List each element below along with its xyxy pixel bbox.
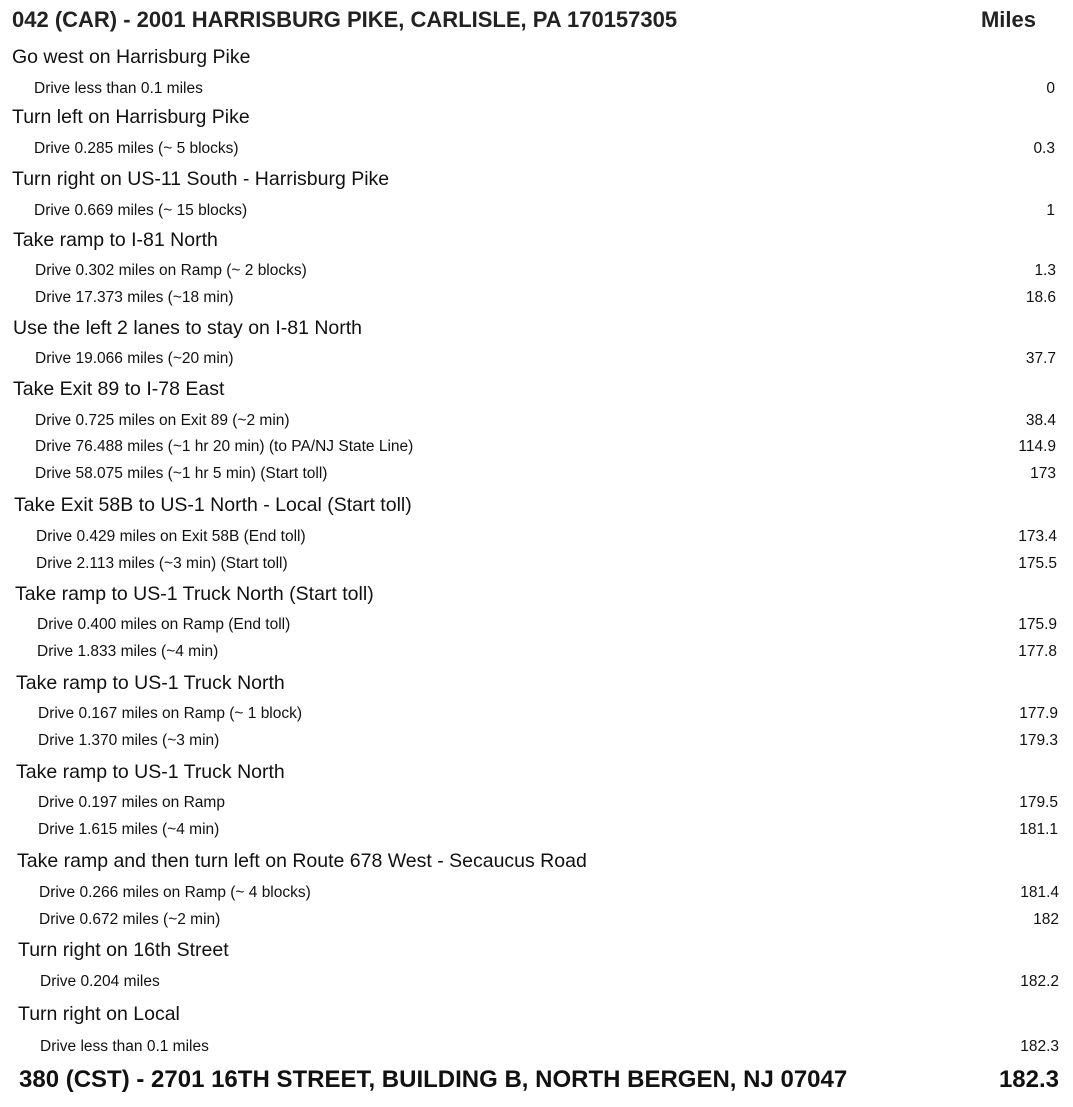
cumulative-miles: 37.7 bbox=[1025, 350, 1056, 367]
header-row bbox=[0, 7, 1073, 33]
drive-text: Drive 2.113 miles (~3 min) (Start toll) bbox=[36, 555, 288, 572]
drive-text: Drive 0.400 miles on Ramp (End toll) bbox=[37, 616, 291, 633]
footer-row bbox=[0, 1066, 1073, 1098]
cumulative-miles: 0.3 bbox=[1033, 140, 1055, 157]
cumulative-miles: 179.5 bbox=[1019, 794, 1058, 811]
drive-text: Drive 0.302 miles on Ramp (~ 2 blocks) bbox=[35, 262, 307, 279]
cumulative-miles: 38.4 bbox=[1025, 412, 1056, 429]
drive-text: Drive 1.615 miles (~4 min) bbox=[38, 821, 220, 838]
total-miles: 182.3 bbox=[998, 1066, 1059, 1093]
cumulative-miles: 177.9 bbox=[1019, 705, 1058, 722]
drive-text: Drive less than 0.1 miles bbox=[40, 1038, 209, 1055]
drive-text: Drive 1.833 miles (~4 min) bbox=[37, 643, 219, 660]
drive-text: Drive 58.075 miles (~1 hr 5 min) (Start toll) bbox=[35, 465, 328, 482]
drive-text: Drive 0.672 miles (~2 min) bbox=[39, 911, 221, 928]
drive-text: Drive 0.266 miles on Ramp (~ 4 blocks) bbox=[39, 884, 311, 901]
cumulative-miles: 175.5 bbox=[1018, 555, 1057, 572]
cumulative-miles: 1 bbox=[1046, 202, 1055, 219]
origin-address: 042 (CAR) - 2001 HARRISBURG PIKE, CARLISLE, PA 170157305 bbox=[12, 7, 678, 32]
drive-text: Drive 0.429 miles on Exit 58B (End toll) bbox=[36, 528, 306, 545]
drive-text: Drive 0.285 miles (~ 5 blocks) bbox=[34, 140, 239, 157]
cumulative-miles: 175.9 bbox=[1018, 616, 1057, 633]
cumulative-miles: 0 bbox=[1046, 80, 1055, 97]
drive-text: Drive 17.373 miles (~18 min) bbox=[35, 289, 234, 306]
cumulative-miles: 173.4 bbox=[1018, 528, 1057, 545]
cumulative-miles: 182.2 bbox=[1020, 973, 1059, 990]
cumulative-miles: 181.4 bbox=[1020, 884, 1059, 901]
destination-address: 380 (CST) - 2701 16TH STREET, BUILDING B, NORTH BERGEN, NJ 07047 bbox=[19, 1066, 848, 1093]
cumulative-miles: 173 bbox=[1030, 465, 1056, 482]
cumulative-miles: 114.9 bbox=[1018, 438, 1056, 455]
drive-text: Drive 0.197 miles on Ramp bbox=[38, 794, 225, 811]
cumulative-miles: 182.3 bbox=[1020, 1038, 1059, 1055]
drive-text: Drive 0.669 miles (~ 15 blocks) bbox=[34, 202, 248, 219]
drive-text: Drive 0.167 miles on Ramp (~ 1 block) bbox=[38, 705, 303, 722]
drive-text: Drive 0.725 miles on Exit 89 (~2 min) bbox=[35, 412, 290, 429]
drive-text: Drive 76.488 miles (~1 hr 20 min) (to PA/NJ State Line) bbox=[35, 438, 414, 455]
cumulative-miles: 179.3 bbox=[1019, 732, 1058, 749]
drive-text: Drive less than 0.1 miles bbox=[34, 80, 203, 97]
cumulative-miles: 1.3 bbox=[1034, 262, 1056, 279]
drive-text: Drive 19.066 miles (~20 min) bbox=[35, 350, 234, 367]
cumulative-miles: 18.6 bbox=[1025, 289, 1056, 306]
cumulative-miles: 177.8 bbox=[1018, 643, 1057, 660]
cumulative-miles: 181.1 bbox=[1019, 821, 1058, 838]
drive-text: Drive 1.370 miles (~3 min) bbox=[38, 732, 220, 749]
drive-text: Drive 0.204 miles bbox=[40, 973, 160, 990]
miles-column-header: Miles bbox=[980, 7, 1036, 32]
cumulative-miles: 182 bbox=[1033, 911, 1059, 928]
